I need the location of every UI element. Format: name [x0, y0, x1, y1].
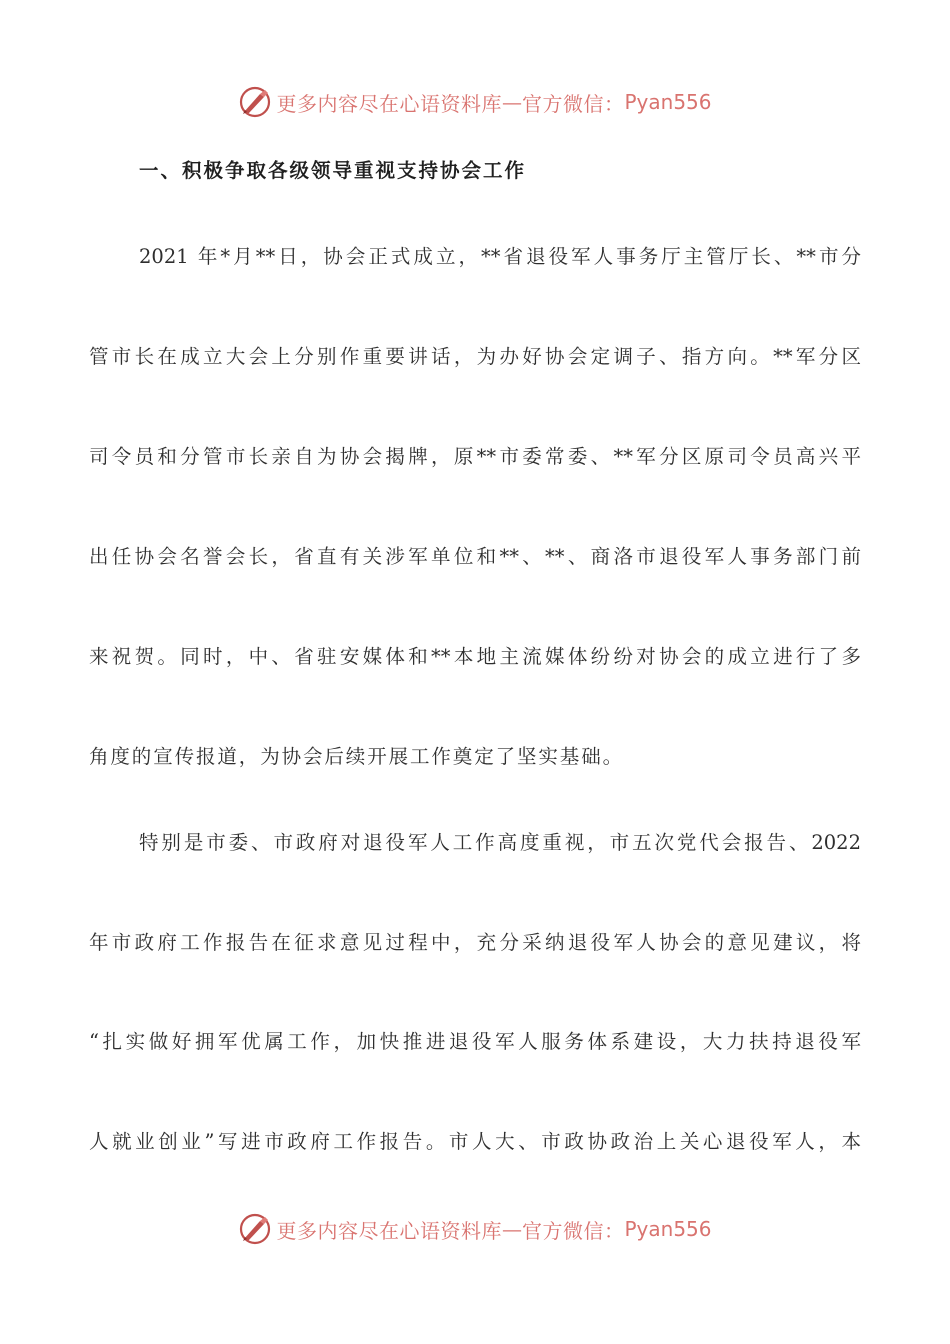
banner-separator: —: [501, 1217, 522, 1241]
paragraph-1-line-6: 角度的宣传报道，为协会后续开展工作奠定了坚实基础。: [89, 745, 625, 768]
paragraph-2-line-4: 人就业创业”写进市政府工作报告。市人大、市政协政治上关心退役军人，本: [89, 1130, 861, 1153]
banner-wechat-id: Pyan556: [624, 90, 712, 114]
paragraph-1-line-2: 管市长在成立大会上分别作重要讲话，为办好协会定调子、指方向。**军分区: [89, 345, 861, 368]
pen-nib-logo-icon: [238, 85, 272, 119]
banner-wechat-label: 官方微信：: [521, 91, 625, 116]
paragraph-1-line-3: 司令员和分管市长亲自为协会揭牌，原**市委常委、**军分区原司令员高兴平: [89, 445, 861, 468]
pen-nib-logo-icon: [238, 1212, 272, 1246]
paragraph-1-line-5: 来祝贺。同时，中、省驻安媒体和**本地主流媒体纷纷对协会的成立进行了多: [89, 645, 861, 668]
paragraph-2-line-2: 年市政府工作报告在征求意见过程中，充分采纳退役军人协会的意见建议，将: [89, 931, 861, 954]
paragraph-2-line-1: 特别是市委、市政府对退役军人工作高度重视，市五次党代会报告、2022: [139, 831, 861, 854]
banner-text: 更多内容尽在心语资料库: [276, 1218, 502, 1243]
section-heading: 一、积极争取各级领导重视支持协会工作: [139, 159, 527, 182]
paragraph-2-line-3: “扎实做好拥军优属工作，加快推进退役军人服务体系建设，大力扶持退役军: [89, 1030, 861, 1053]
header-banner: [0, 82, 950, 122]
banner-separator: —: [501, 90, 522, 114]
banner-wechat-id: Pyan556: [624, 1217, 712, 1241]
footer-banner: [0, 1209, 950, 1249]
banner-wechat-label: 官方微信：: [521, 1218, 625, 1243]
banner-text: 更多内容尽在心语资料库: [276, 91, 502, 116]
paragraph-1-line-1: 2021 年*月**日，协会正式成立，**省退役军人事务厅主管厅长、**市分: [139, 245, 861, 268]
paragraph-1-line-4: 出任协会名誉会长，省直有关涉军单位和**、**、商洛市退役军人事务部门前: [89, 545, 861, 568]
